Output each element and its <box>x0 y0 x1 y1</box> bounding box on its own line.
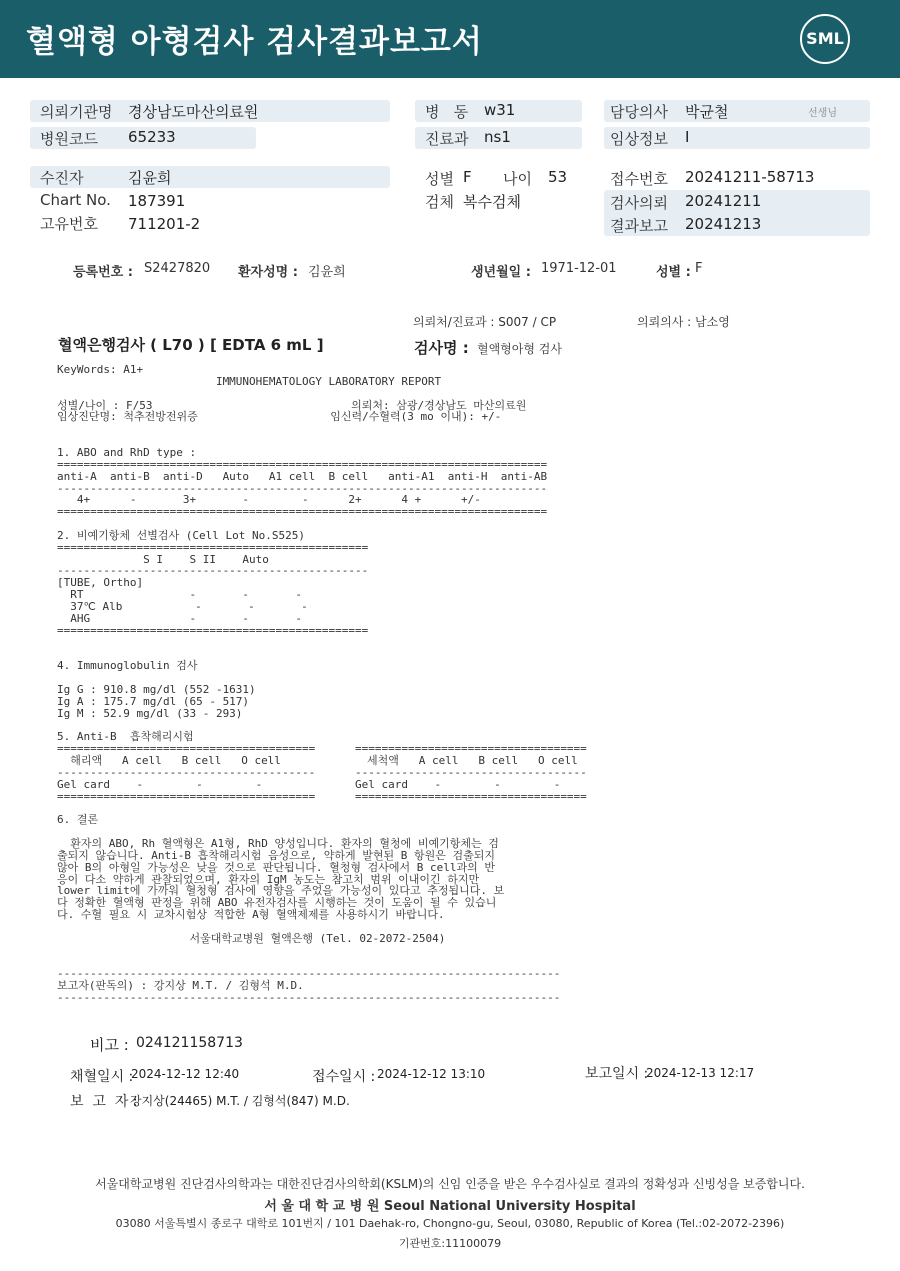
report-line: Ig M : 52.9 mg/dl (33 - 293) <box>57 706 243 720</box>
remark-label: 비고 : <box>90 1036 129 1054</box>
report-line: 5. Anti-B 흡착해리시험 <box>57 730 194 744</box>
clinical-label: 임상정보 <box>610 130 668 148</box>
institution-label: 의뢰기관명 <box>40 103 113 121</box>
report-line: ========================================================================== <box>57 505 548 519</box>
specimen-label: 검체 <box>425 193 454 211</box>
report-line: IMMUNOHEMATOLOGY LABORATORY REPORT <box>57 374 442 388</box>
report-line: 2. 비예기항체 선별검사 (Cell Lot No.S525) <box>57 528 305 542</box>
report-line: 해리액 A cell B cell O cell 세척액 A cell B cell O cell <box>57 754 578 768</box>
report-header <box>0 0 900 78</box>
report-value: 20241213 <box>685 215 762 233</box>
uid-label: 고유번호 <box>40 215 98 233</box>
doctor-value: 박균철 <box>685 103 729 121</box>
report-line: ---------------------------------------------------------------------------- <box>57 991 561 1005</box>
collect-label: 채혈일시 : <box>70 1069 134 1085</box>
report-line: KeyWords: A1+ <box>57 363 144 376</box>
ward-value: w31 <box>484 101 516 119</box>
dob-label: 생년월일 : <box>471 265 531 280</box>
testname-value: 혈액형아형 검사 <box>477 342 562 356</box>
report-line: ---------------------------------------------------------------------------- <box>57 967 561 981</box>
report-line: ========================================================================== <box>57 457 548 471</box>
pname-value: 김윤희 <box>308 265 346 280</box>
hospcode-value: 65233 <box>128 128 176 146</box>
patient-value: 김윤희 <box>128 169 172 187</box>
pname-label: 환자성명 : <box>238 265 298 280</box>
report-line: 응이 다소 약하게 관찰되었으며, 환자의 IgM 농도는 참고치 범위 이내이긴 하지만 <box>57 872 480 886</box>
report-line: ======================================= =================================== <box>57 742 587 756</box>
regno-value: S2427820 <box>144 261 211 276</box>
report-line: AHG - - - <box>57 611 303 625</box>
doctor-label: 담당의사 <box>610 103 668 121</box>
report-line: anti-A anti-B anti-D Auto A1 cell B cell anti-A1 anti-H anti-AB <box>57 469 548 483</box>
report-line: =============================================== <box>57 540 369 554</box>
report-line: 임상진단명: 척추전방전위증 임신력/수혈력(3 mo 이내): +/- <box>57 410 502 424</box>
collect-value: 2024-12-12 12:40 <box>131 1067 240 1081</box>
report-line: -------------------------------------------------------------------------- <box>57 481 548 495</box>
report-line: Ig A : 175.7 mg/dl (65 - 517) <box>57 694 250 708</box>
uid-value: 711201-2 <box>128 215 201 233</box>
reportdt-label: 보고일시 : <box>585 1066 649 1082</box>
report-line: 1. ABO and RhD type : <box>57 445 197 459</box>
report-line: 6. 결론 <box>57 813 99 827</box>
remark-value: 024121158713 <box>136 1035 243 1051</box>
logo-text: SML <box>806 29 844 48</box>
footer-address: 03080 서울특별시 종로구 대학로 101번지 / 101 Daehak-ro, Chongno-gu, Seoul, 03080, Republic of Korea (Tel.:02-2072-2396) <box>115 1217 785 1230</box>
report-line: S I S II Auto <box>57 552 269 566</box>
testname-label: 검사명 : <box>414 339 469 357</box>
doctor-suffix: 선생님 <box>808 108 837 119</box>
request-label: 검사의뢰 <box>610 194 668 212</box>
dob-value: 1971-12-01 <box>541 261 617 276</box>
refdoc-line: 의뢰의사 : 남소영 <box>637 315 730 329</box>
report-line: 보고자(판독의) : 강지상 M.T. / 김형석 M.D. <box>57 979 304 993</box>
report-line: lower limit에 가까워 혈청형 검사에 영향을 주었을 가능성이 있다고 추정됩니다. 보 <box>57 884 505 898</box>
receipt-value: 20241211-58713 <box>685 168 815 186</box>
report-line: 성별/나이 : F/53 의뢰처: 삼광/경상남도 마산의료원 <box>57 398 527 412</box>
request-value: 20241211 <box>685 192 762 210</box>
reporter-label: 보 고 자 : <box>70 1094 138 1110</box>
reportdt-value: 2024-12-13 12:17 <box>646 1066 755 1080</box>
report-line: 서울대학교병원 혈액은행 (Tel. 02-2072-2504) <box>57 931 446 945</box>
rsex-value: F <box>695 261 703 276</box>
age-value: 53 <box>548 168 568 186</box>
report-label: 결과보고 <box>610 217 668 235</box>
report-line: RT - - - <box>57 588 303 602</box>
chart-value: 187391 <box>128 192 186 210</box>
patient-box <box>30 166 390 188</box>
patient-label: 수진자 <box>40 169 84 187</box>
sex-label: 성별 <box>425 170 454 188</box>
report-line: ----------------------------------------------- <box>57 564 369 578</box>
hospcode-label: 병원코드 <box>40 130 98 148</box>
receipt-label: 접수번호 <box>610 170 668 188</box>
rsex-label: 성별 : <box>656 265 691 280</box>
report-line: [TUBE, Ortho] <box>57 576 144 590</box>
report-line: 37℃ Alb - - - <box>57 600 308 613</box>
report-line: 4. Immunoglobulin 검사 <box>57 659 198 673</box>
report-line: --------------------------------------- ----------------------------------- <box>57 765 587 779</box>
report-title: 혈액형 아형검사 검사결과보고서 <box>26 24 483 60</box>
report-line: ======================================= =================================== <box>57 789 587 803</box>
report-line: 다. 수혈 필요 시 교차시험상 적합한 A형 혈액제제를 사용하시기 바랍니다. <box>57 908 445 922</box>
chart-label: Chart No. <box>40 191 111 209</box>
report-line: 환자의 ABO, Rh 혈액형은 A1형, RhD 양성입니다. 환자의 혈청에 비예기항체는 검 <box>57 837 499 850</box>
reporter-value: 강지상(24465) M.T. / 김형석(847) M.D. <box>130 1094 350 1108</box>
sex-value: F <box>463 168 472 186</box>
ward-label: 병 동 <box>425 103 469 121</box>
report-line: 4+ - 3+ - - 2+ 4 + +/- <box>57 493 481 507</box>
test-heading: 혈액은행검사 ( L70 ) [ EDTA 6 mL ] <box>58 336 324 354</box>
sml-logo-icon <box>800 14 850 64</box>
report-line: 않아 B의 아형일 가능성은 낮을 것으로 판단됩니다. 혈청형 검사에서 B cell과의 반 <box>57 860 495 874</box>
dept-label: 진료과 <box>425 130 469 148</box>
report-line: 출되지 않습니다. Anti-B 흡착해리시험 음성으로, 약하게 발현된 B 항원은 검출되지 <box>57 848 495 862</box>
age-label: 나이 <box>503 170 532 188</box>
dept-value: ns1 <box>484 128 511 146</box>
institution-value: 경상남도마산의료원 <box>128 103 259 121</box>
report-line: Ig G : 910.8 mg/dl (552 -1631) <box>57 682 256 696</box>
report-line: =============================================== <box>57 623 369 637</box>
clinical-value: I <box>685 128 690 146</box>
referrer-line: 의뢰처/진료과 : S007 / CP <box>413 315 557 329</box>
receive-value: 2024-12-12 13:10 <box>377 1067 486 1081</box>
report-line: Gel card - - - Gel card - - - <box>57 777 561 791</box>
footer-hospital-name: 서 울 대 학 교 병 원 Seoul National University Hospital <box>264 1199 636 1214</box>
report-line: 다 정확한 혈액형 판정을 위해 ABO 유전자검사를 시행하는 것이 도움이 될 수 있습니 <box>57 896 497 910</box>
specimen-value: 복수검체 <box>463 193 521 211</box>
footer-institution-no: 기관번호:11100079 <box>398 1237 502 1250</box>
regno-label: 등록번호 : <box>73 265 133 280</box>
footer-certification: 서울대학교병원 진단검사의학과는 대한진단검사의학회(KSLM)의 신임 인증을 받은 우수검사실로 결과의 정확성과 신빙성을 보증합니다. <box>95 1177 805 1191</box>
receive-label: 접수일시 : <box>312 1069 376 1085</box>
